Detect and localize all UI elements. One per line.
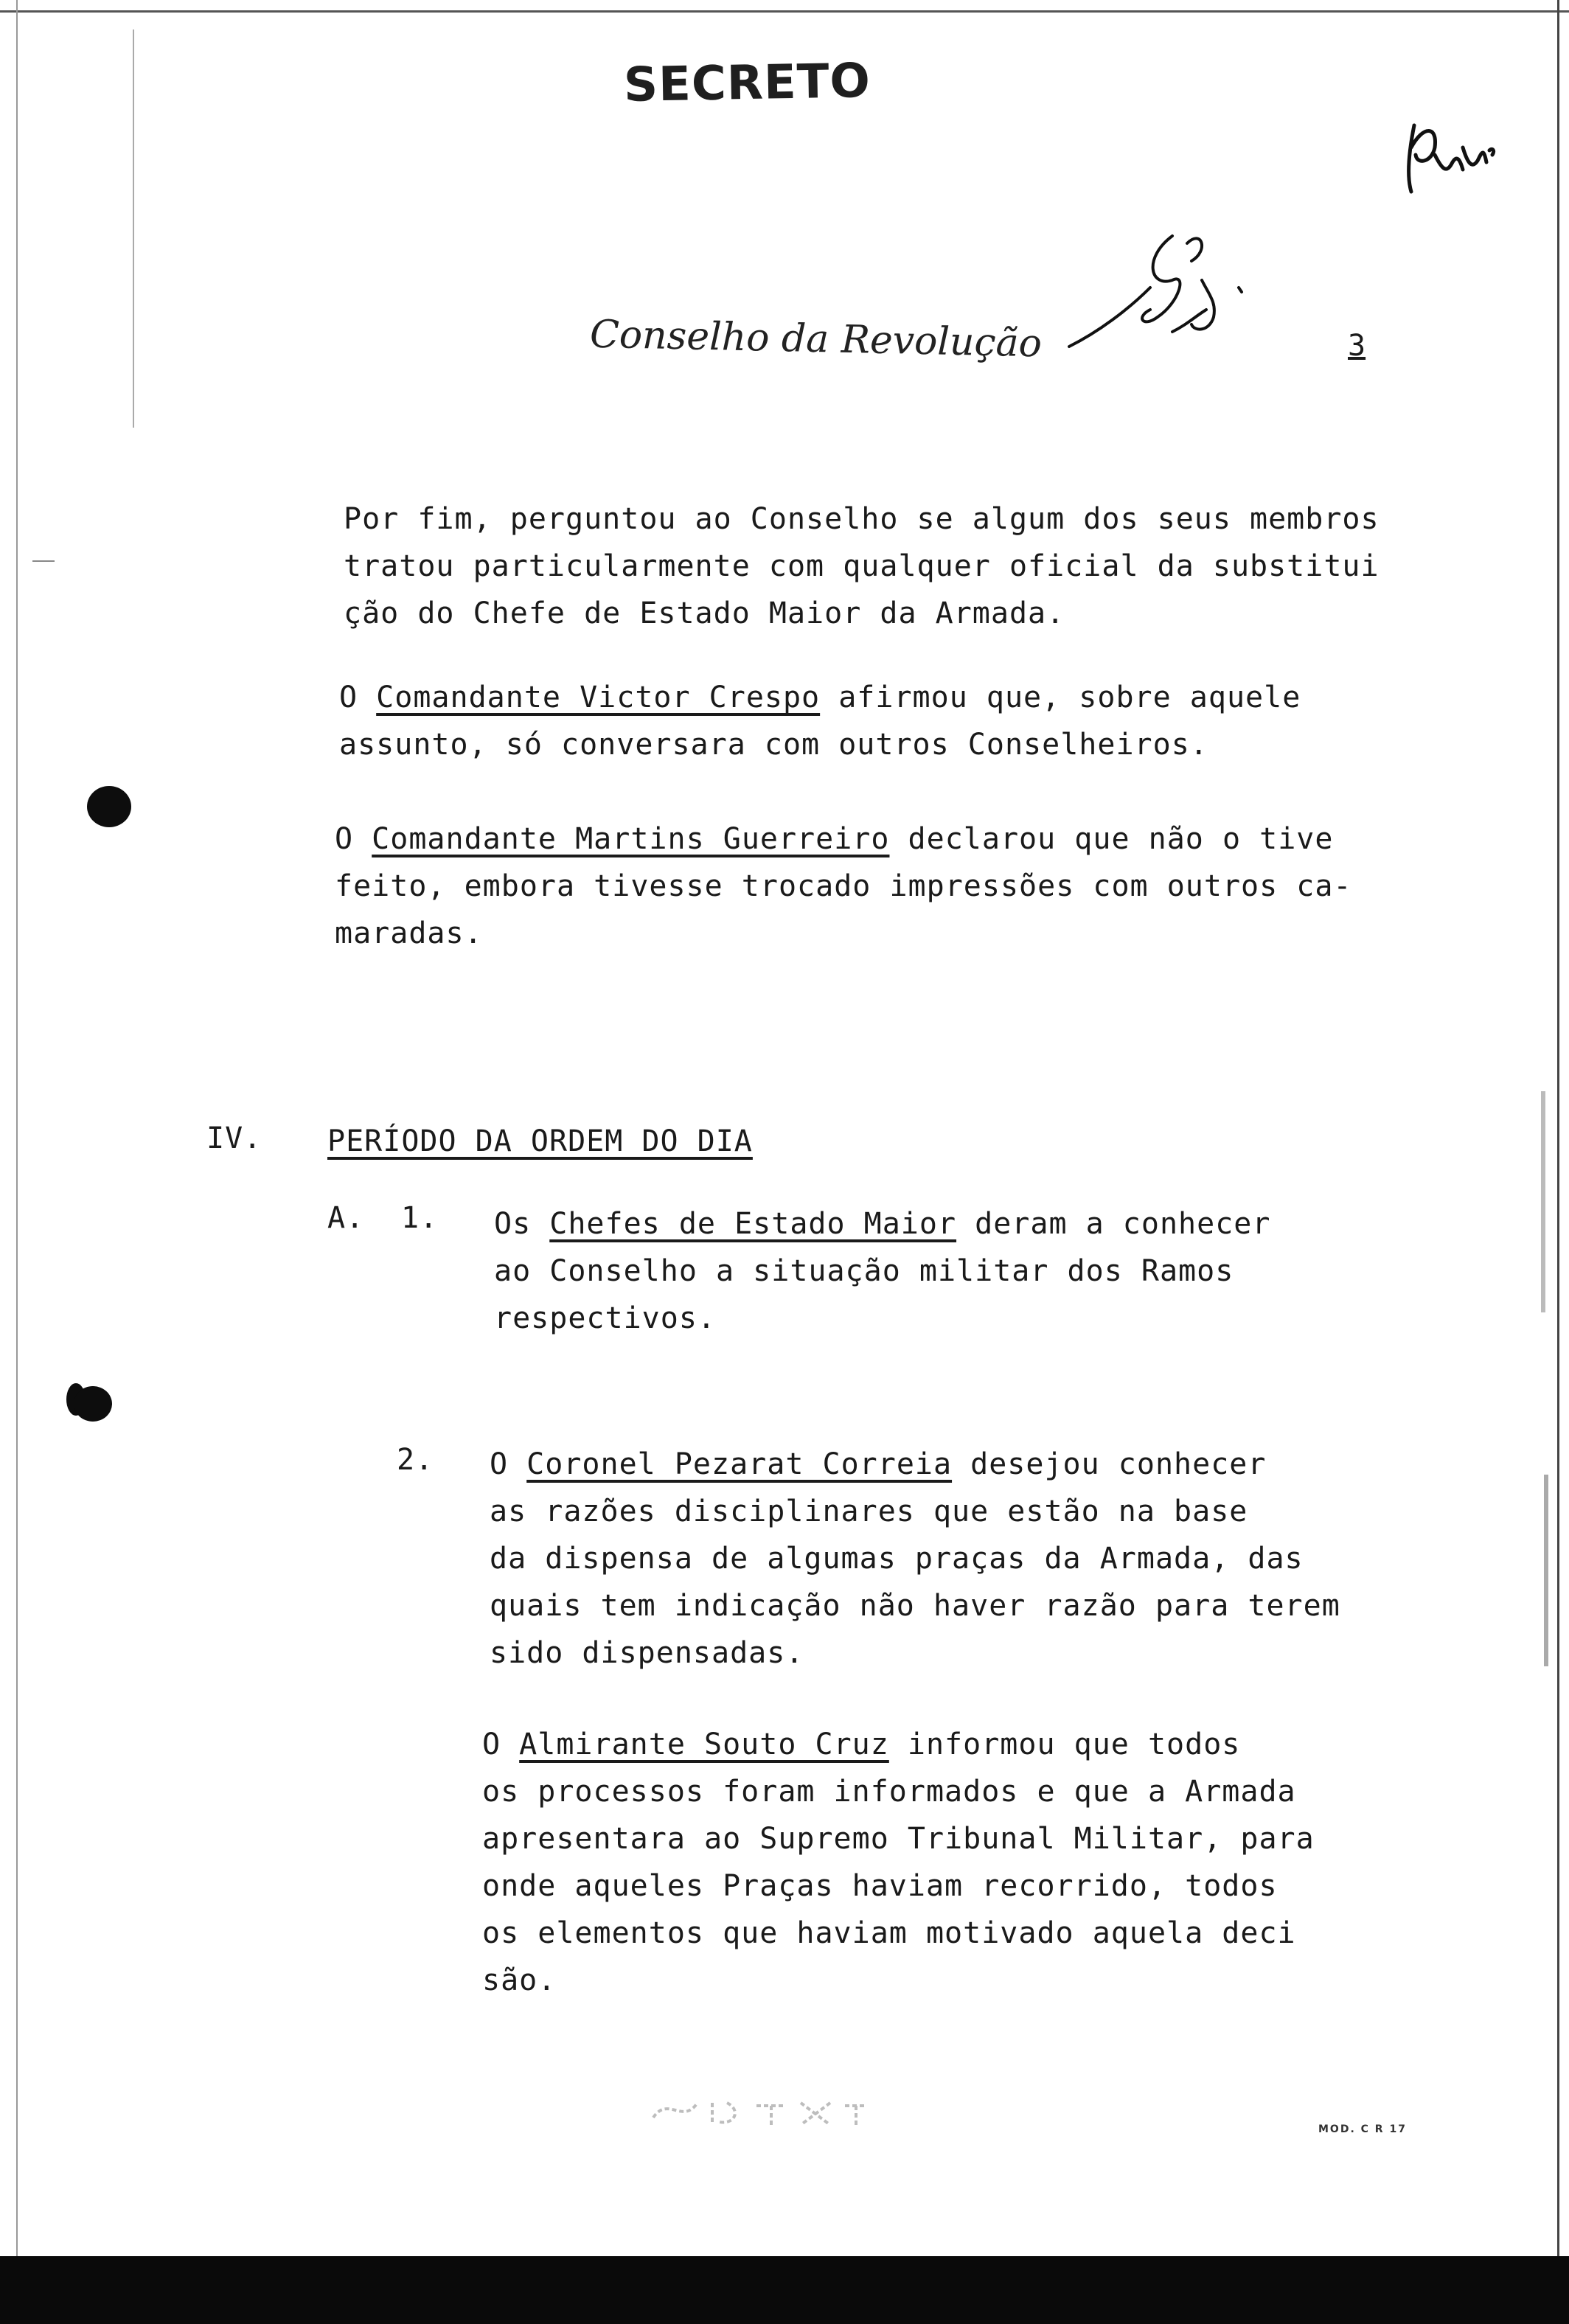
right-edge-line (1557, 0, 1559, 2256)
scan-speck (133, 29, 134, 428)
handwritten-initials (1401, 103, 1511, 206)
paragraph-line: O Comandante Martins Guerreiro declarou que não o tive (335, 822, 1334, 856)
top-edge-line (0, 10, 1569, 13)
punch-hole-mark (74, 1386, 112, 1422)
item-2-text (490, 1441, 1340, 1677)
paragraph-3 (335, 815, 1352, 957)
paragraph-line: sido dispensadas. (490, 1636, 804, 1670)
item-2-response (482, 1721, 1315, 2004)
classification-stamp: SECRETO (623, 54, 872, 113)
item-1-text (494, 1200, 1270, 1342)
speaker-name: Almirante Souto Cruz (519, 1728, 889, 1761)
paragraph-line: apresentara ao Supremo Tribunal Militar, para (482, 1822, 1315, 1856)
item-letter: A. (327, 1201, 365, 1235)
speaker-name: Coronel Pezarat Correia (526, 1447, 953, 1481)
paragraph-line: maradas. (335, 916, 483, 950)
page-number: 3 (1348, 329, 1366, 363)
paragraph-line: Os Chefes de Estado Maior deram a conhecer (494, 1207, 1271, 1241)
paragraph-line: tratou particularmente com qualquer oficial da substitui (344, 549, 1380, 583)
scan-speck (32, 560, 55, 562)
scan-speck (1544, 1475, 1548, 1666)
paragraph-line: feito, embora tivesse trocado impressões com outros ca- (335, 869, 1352, 903)
paragraph-line: as razões disciplinares que estão na base (490, 1495, 1248, 1528)
paragraph-line: O Almirante Souto Cruz informou que todos (482, 1728, 1241, 1761)
paragraph-line: são. (482, 1963, 557, 1997)
paragraph-2 (339, 674, 1301, 768)
faded-stamp (646, 2088, 882, 2141)
paragraph-line: O Coronel Pezarat Correia desejou conhecer (490, 1447, 1267, 1481)
scan-bottom-border (0, 2256, 1569, 2324)
form-reference: MOD. C R 17 (1318, 2123, 1407, 2135)
paragraph-line: ção do Chefe de Estado Maior da Armada. (344, 596, 1065, 630)
faded-stamp-mark (646, 2088, 882, 2132)
section-numeral: IV. (206, 1121, 262, 1155)
paragraph-line: os elementos que haviam motivado aquela deci (482, 1916, 1296, 1950)
paragraph-line: assunto, só conversara com outros Conselheiros. (339, 728, 1208, 762)
left-edge-line (16, 0, 18, 2256)
section-title: PERÍODO DA ORDEM DO DIA (327, 1124, 753, 1158)
paragraph-1 (344, 495, 1380, 637)
paragraph-line: ao Conselho a situação militar dos Ramos (494, 1254, 1234, 1288)
item-number: 2. (397, 1443, 434, 1477)
paragraph-line: os processos foram informados e que a Armada (482, 1775, 1296, 1809)
signature (1062, 221, 1253, 361)
item-number: 1. (401, 1201, 439, 1235)
scan-speck (1541, 1091, 1545, 1312)
paragraph-line: respectivos. (494, 1301, 716, 1335)
letterhead: Conselho da Revolução (589, 312, 1043, 366)
speaker-name: Comandante Victor Crespo (376, 681, 821, 714)
paragraph-line: quais tem indicação não haver razão para terem (490, 1589, 1340, 1623)
paragraph-line: O Comandante Victor Crespo afirmou que, sobre aquele (339, 681, 1301, 714)
punch-hole-mark (87, 786, 131, 827)
paragraph-line: da dispensa de algumas praças da Armada, das (490, 1542, 1304, 1576)
speaker-name: Chefes de Estado Maior (549, 1207, 957, 1241)
paragraph-line: Por fim, perguntou ao Conselho se algum dos seus membros (344, 502, 1380, 536)
speaker-name: Comandante Martins Guerreiro (372, 822, 890, 856)
paragraph-line: onde aqueles Praças haviam recorrido, todos (482, 1869, 1278, 1903)
